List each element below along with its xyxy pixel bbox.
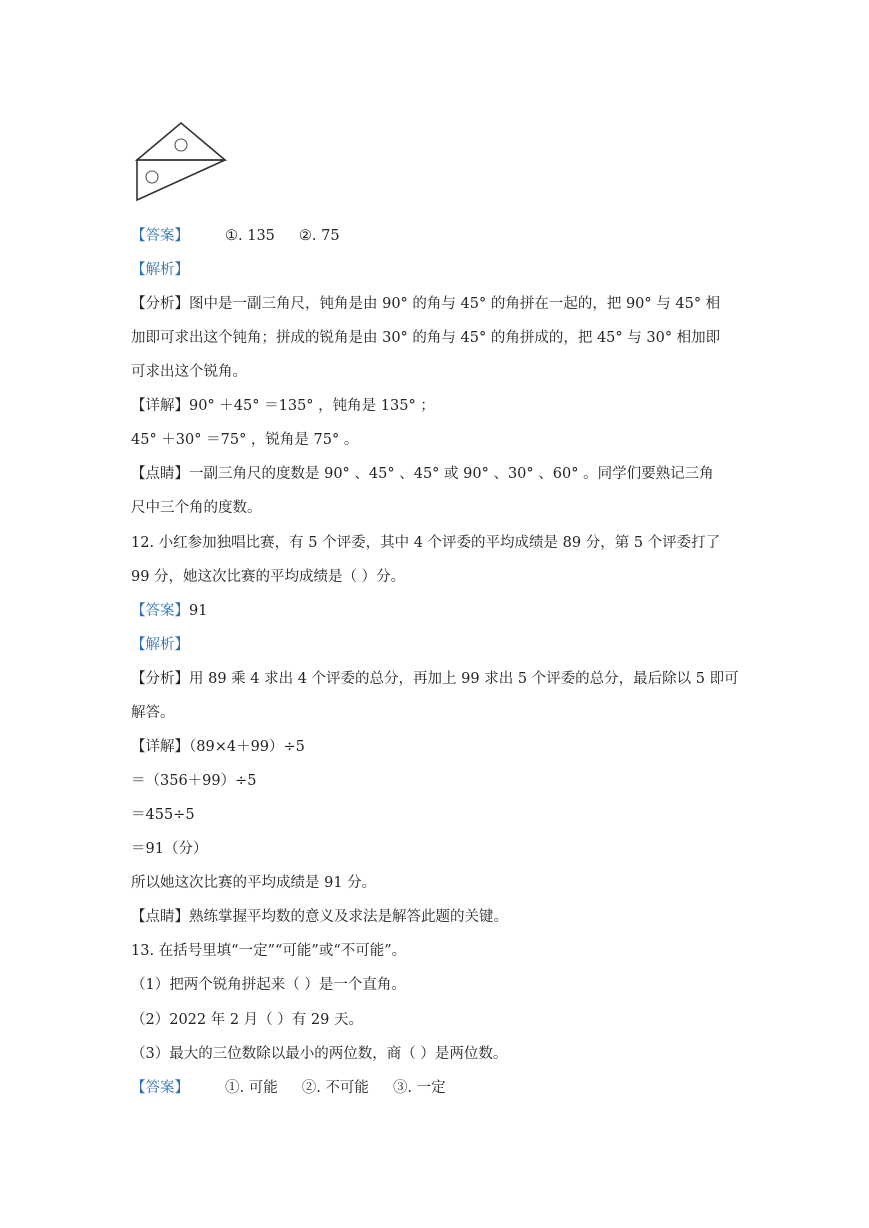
q12-xiangjie-line: ＝455÷5: [131, 807, 195, 823]
q13-answer-line: [131, 1078, 446, 1098]
fenxi-label: 【分析】: [131, 671, 189, 687]
xiangjie-label: 【详解】: [131, 398, 189, 414]
fenxi-text: 用 89 乘 4 求出 4 个评委的总分，再加上 99 求出 5 个评委的总分，最后除以 5 即可: [189, 671, 739, 687]
xiangjie-label: 【详解】: [131, 739, 189, 755]
q11-xiangjie-line: 45° ＋30° ＝75° ，锐角是 75° 。: [131, 432, 359, 448]
q11-xiangjie-line: [131, 396, 435, 416]
q11-fenxi-line: [131, 294, 720, 314]
dianjing-text: 熟练掌握平均数的意义及求法是解答此题的关键。: [189, 909, 508, 925]
answer-label: 【答案】: [131, 228, 189, 244]
answer-item: 91: [189, 603, 208, 619]
q12-stem-line: 99 分，她这次比赛的平均成绩是（ ）分。: [131, 569, 406, 585]
q12-analysis-label: 【解析】: [131, 637, 189, 653]
answer-label: 【答案】: [131, 1080, 189, 1096]
dianjing-label: 【点睛】: [131, 466, 189, 482]
q12-answer-line: [131, 601, 207, 621]
q11-analysis-label: 【解析】: [131, 262, 189, 278]
q13-sub-question: （1）把两个锐角拼起来（ ）是一个直角。: [131, 977, 406, 993]
q12-fenxi-line: 解答。: [131, 705, 175, 721]
xiangjie-text: 90° ＋45° ＝135° ，钝角是 135° ；: [189, 398, 435, 414]
fenxi-text: 图中是一副三角尺，钝角是由 90° 的角与 45° 的角拼在一起的，把 90° 与 45° 相: [189, 296, 721, 312]
q12-xiangjie-line: ＝（356＋99）÷5: [131, 773, 257, 789]
q13-sub-question: （3）最大的三位数除以最小的两位数，商（ ）是两位数。: [131, 1046, 508, 1062]
answer-item: ①. 135: [225, 228, 275, 244]
answer-item: ①. 可能: [225, 1080, 278, 1096]
q12-stem-line: 12. 小红参加独唱比赛，有 5 个评委，其中 4 个评委的平均成绩是 89 分，第 5 个评委打了: [131, 535, 721, 551]
q11-answer-line: [131, 226, 340, 246]
dianjing-label: 【点睛】: [131, 909, 189, 925]
q13-stem-line: 13. 在括号里填“一定”“可能”或“不可能”。: [131, 943, 407, 959]
answer-label: 【答案】: [131, 603, 189, 619]
triangle-rulers-figure: [131, 118, 231, 204]
q11-dianjing-line: 尺中三个角的度数。: [131, 500, 262, 516]
q11-fenxi-line: 加即可求出这个钝角；拼成的锐角是由 30° 的角与 45° 的角拼成的，把 45° 与 30° 相加即: [131, 330, 721, 346]
q12-xiangjie-line: 所以她这次比赛的平均成绩是 91 分。: [131, 875, 377, 891]
q12-xiangjie-line: [131, 737, 305, 757]
answer-item: ③. 一定: [392, 1080, 446, 1096]
q11-fenxi-line: 可求出这个锐角。: [131, 364, 247, 380]
fenxi-label: 【分析】: [131, 296, 189, 312]
xiangjie-text: （89×4＋99）÷5: [189, 739, 305, 755]
q12-fenxi-line: [131, 669, 739, 689]
q13-sub-question: （2）2022 年 2 月（ ）有 29 天。: [131, 1012, 363, 1028]
q12-xiangjie-line: ＝91（分）: [131, 841, 208, 857]
q11-dianjing-line: [131, 464, 714, 484]
answer-item: ②. 不可能: [301, 1080, 369, 1096]
dianjing-text: 一副三角尺的度数是 90° 、45° 、45° 或 90° 、30° 、60° 。同学们要熟记三角: [189, 466, 714, 482]
q12-dianjing-line: [131, 907, 508, 927]
answer-item: ②. 75: [298, 228, 340, 244]
